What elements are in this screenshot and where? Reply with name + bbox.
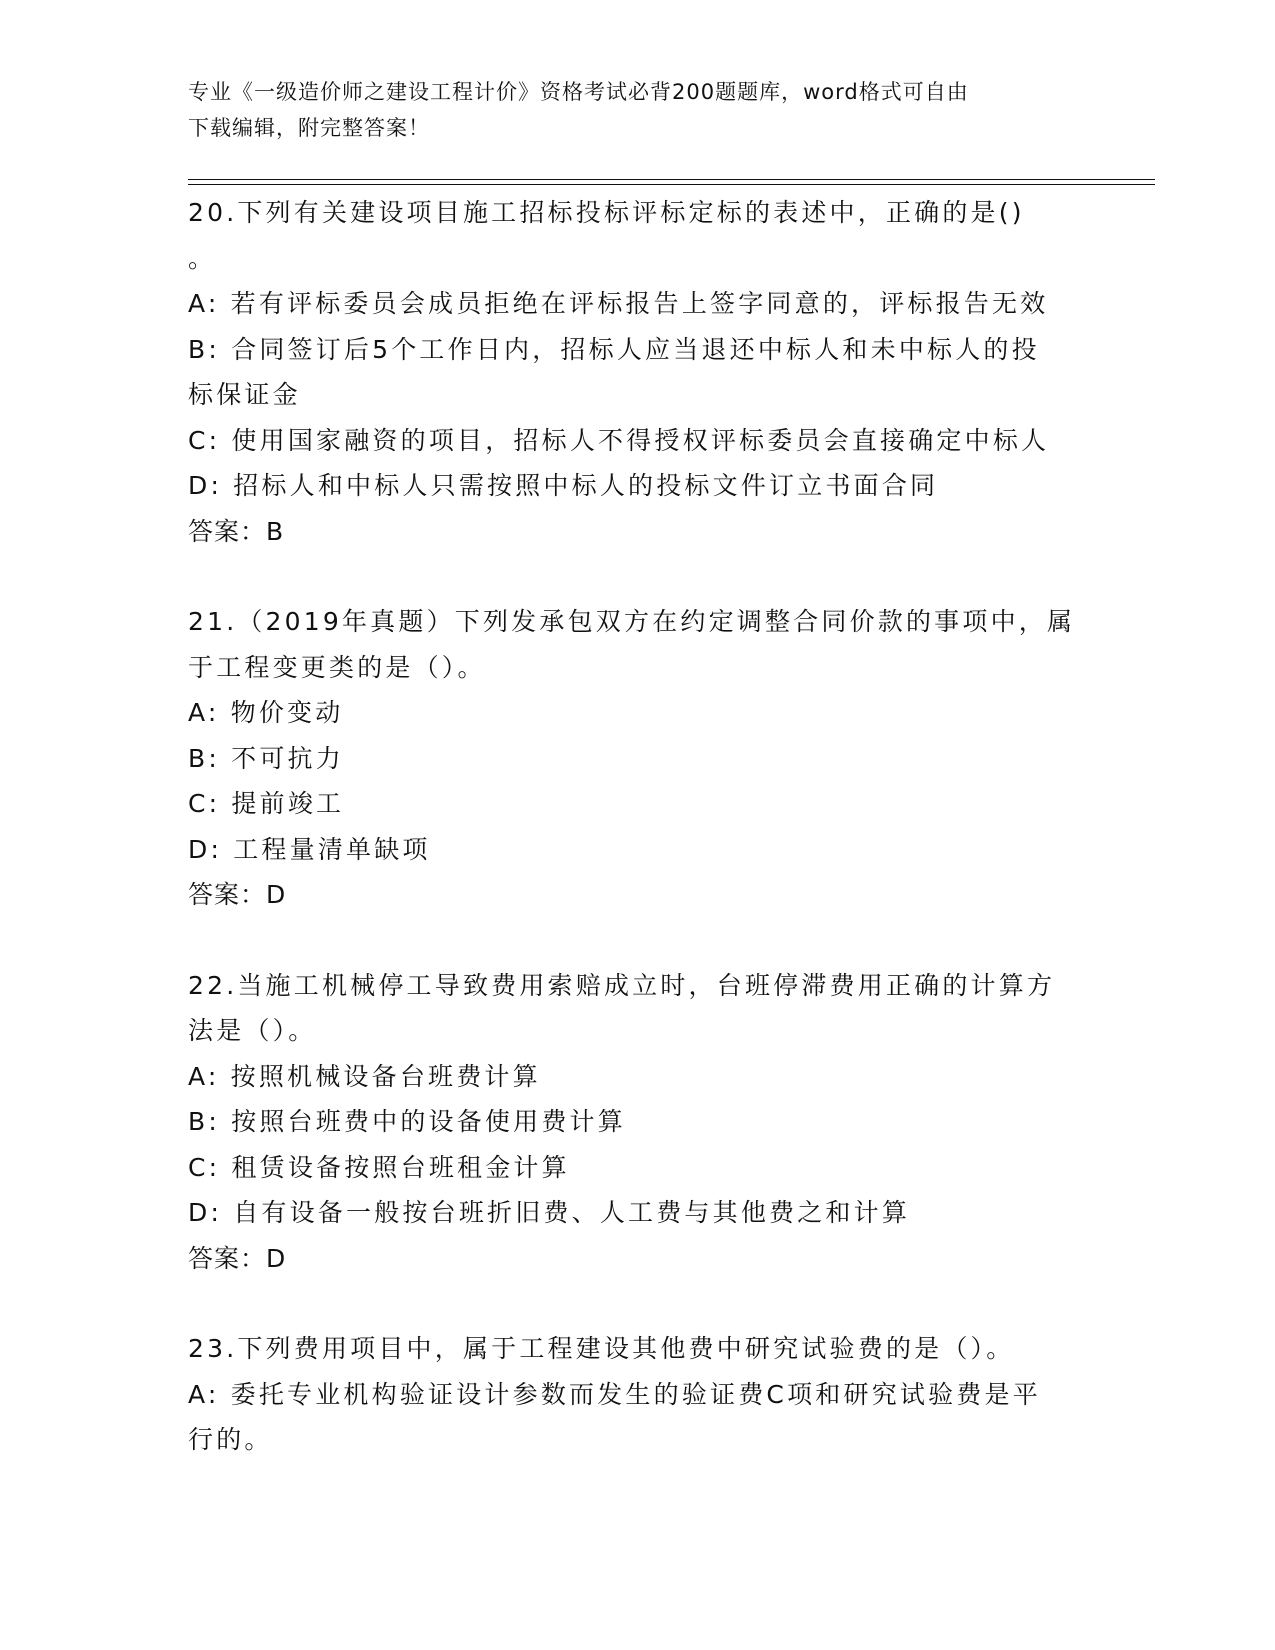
question-list bbox=[188, 190, 1088, 1463]
question-20 bbox=[188, 190, 1088, 554]
document-header bbox=[188, 74, 1068, 146]
question-21 bbox=[188, 599, 1088, 918]
option-c: C: 提前竣工 bbox=[188, 789, 345, 818]
header-divider-top bbox=[188, 179, 1155, 180]
option-d: D: 自有设备一般按台班折旧费、人工费与其他费之和计算 bbox=[188, 1198, 911, 1227]
spacer bbox=[188, 554, 1088, 599]
option-a: A: 按照机械设备台班费计算 bbox=[188, 1061, 541, 1091]
answer: 答案：D bbox=[188, 1243, 287, 1273]
question-22 bbox=[188, 963, 1088, 1282]
option-b-continued: 标保证金 bbox=[188, 380, 301, 409]
option-b: B: 合同签订后5个工作日内，招标人应当退还中标人和未中标人的投 bbox=[188, 334, 1040, 364]
option-a: A: 若有评标委员会成员拒绝在评标报告上签字同意的，评标报告无效 bbox=[188, 289, 1049, 318]
option-b: B: 按照台班费中的设备使用费计算 bbox=[188, 1107, 626, 1136]
question-23 bbox=[188, 1326, 1088, 1463]
question-stem: 21.（2019年真题）下列发承包双方在约定调整合同价款的事项中，属 bbox=[188, 607, 1076, 636]
option-d: D: 工程量清单缺项 bbox=[188, 834, 431, 864]
option-d: D: 招标人和中标人只需按照中标人的投标文件订立书面合同 bbox=[188, 471, 939, 500]
answer: 答案：D bbox=[188, 880, 287, 909]
option-c: C: 租赁设备按照台班租金计算 bbox=[188, 1152, 570, 1182]
spacer bbox=[188, 918, 1088, 963]
option-a: A: 物价变动 bbox=[188, 698, 344, 727]
question-stem: 20.下列有关建设项目施工招标投标评标定标的表述中，正确的是() bbox=[188, 198, 1025, 227]
option-b: B: 不可抗力 bbox=[188, 743, 344, 773]
question-stem-continued: 。 bbox=[188, 243, 217, 273]
question-stem: 23.下列费用项目中，属于工程建设其他费中研究试验费的是（）。 bbox=[188, 1334, 1015, 1363]
answer: 答案：B bbox=[188, 516, 285, 546]
question-stem: 22.当施工机械停工导致费用索赔成立时，台班停滞费用正确的计算方 bbox=[188, 970, 1056, 1000]
spacer bbox=[188, 1281, 1088, 1326]
header-divider-bottom bbox=[188, 184, 1155, 185]
question-stem-continued: 于工程变更类的是（）。 bbox=[188, 652, 486, 682]
header-line-1: 专业《一级造价师之建设工程计价》资格考试必背200题题库，word格式可自由 bbox=[188, 80, 969, 104]
option-a: A: 委托专业机构验证设计参数而发生的验证费C项和研究试验费是平 bbox=[188, 1379, 1041, 1409]
option-a-continued: 行的。 bbox=[188, 1425, 273, 1454]
header-line-2: 下载编辑，附完整答案！ bbox=[188, 116, 430, 140]
question-stem-continued: 法是（）。 bbox=[188, 1016, 317, 1045]
option-c: C: 使用国家融资的项目，招标人不得授权评标委员会直接确定中标人 bbox=[188, 425, 1050, 455]
